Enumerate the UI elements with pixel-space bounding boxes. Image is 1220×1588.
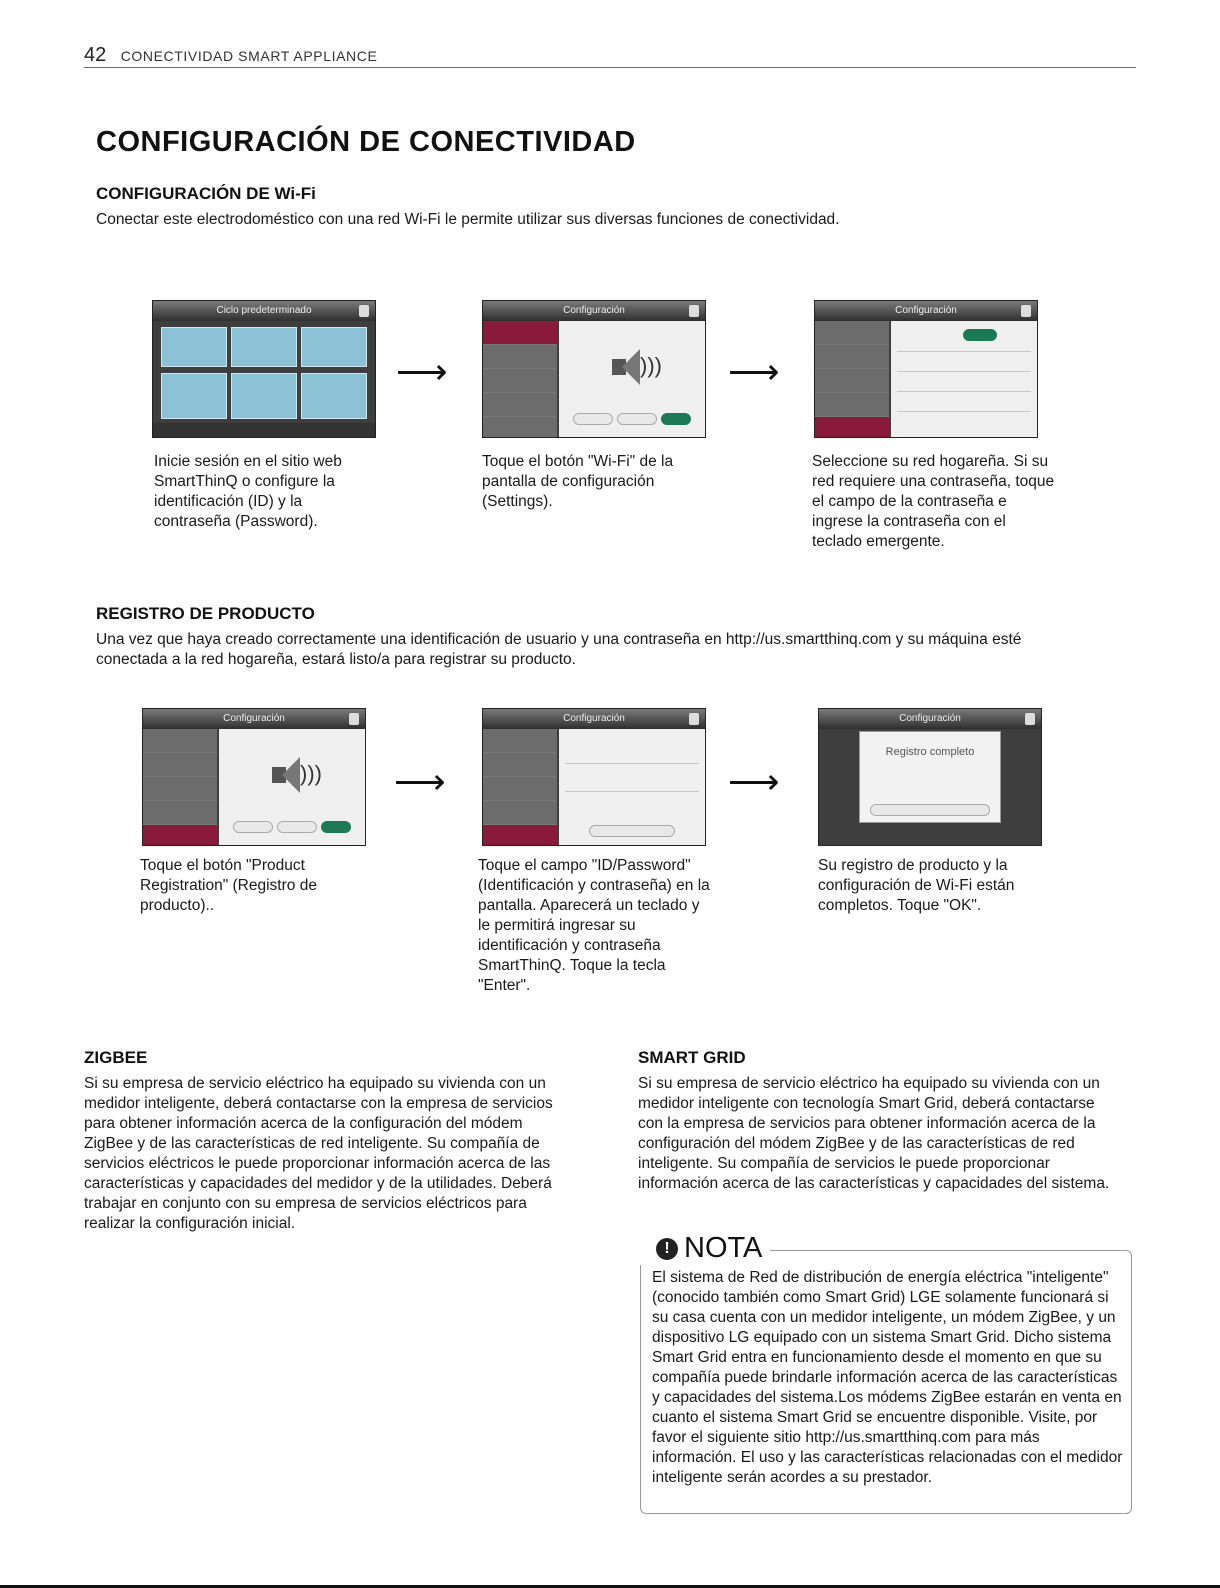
screen-title: Configuración <box>895 305 957 316</box>
sidebar-item <box>815 393 889 417</box>
registro-step3-caption: Su registro de producto y la configuración de Wi-Fi están completos. Toque "OK". <box>818 857 1015 914</box>
speaker-icon: ))) <box>612 349 652 385</box>
zigbee-body: Si su empresa de servicio eléctrico ha equipado su vivienda con un medidor inteligente, deberá contactarse con la empresa de servicios para obtener información acerca de la configuración del módem ZigBee y de las características de red inteligente. Su compañía de servicios eléctricos le puede proporcionar información acerca de las características y capacidades del medidor y de la utilidades. Deberá trabajar en conjunto con su empresa de servicios eléctricos para realizar la configuración inicial. <box>84 1075 553 1232</box>
sidebar-item <box>483 417 557 438</box>
screen-topbar <box>815 301 1037 321</box>
wifi-intro: Conectar este electrodoméstico con una red Wi-Fi le permite utilizar sus diversas funciones de conectividad. <box>96 211 840 228</box>
nota-header <box>640 1232 770 1265</box>
settings-sidebar <box>483 729 557 845</box>
page-header <box>84 44 1136 68</box>
wifi-step3-screenshot <box>814 300 1038 438</box>
sidebar-item <box>483 777 557 801</box>
sidebar-item <box>815 369 889 393</box>
settings-panel <box>559 321 705 437</box>
screen-title: Configuración <box>223 713 285 724</box>
settings-sidebar <box>143 729 217 845</box>
right-arrow-icon: ⟶ <box>728 761 780 802</box>
settings-panel <box>219 729 365 845</box>
screen-title: Configuración <box>563 713 625 724</box>
password-field-line <box>565 791 699 792</box>
toggle-pill <box>321 821 351 833</box>
right-arrow-icon: ⟶ <box>396 351 448 392</box>
sidebar-item <box>483 369 557 393</box>
page-number: 42 <box>84 44 107 66</box>
wifi-step3-caption: Seleccione su red hogareña. Si su red requiere una contraseña, toque el campo de la contraseña e ingrese la contraseña con el teclado emergente. <box>812 453 1055 550</box>
login-panel <box>559 729 705 845</box>
divider <box>897 391 1031 392</box>
wifi-step1-screenshot <box>152 300 376 438</box>
registro-section-title: REGISTRO DE PRODUCTO <box>96 604 315 623</box>
registro-step1-caption: Toque el botón "Product Registration" (Registro de producto).. <box>140 857 317 914</box>
header-title: CONECTIVIDAD SMART APPLIANCE <box>120 48 378 64</box>
menu-icon <box>689 305 699 317</box>
divider <box>897 371 1031 372</box>
sidebar-item <box>815 417 889 438</box>
page-title: CONFIGURACIÓN DE CONECTIVIDAD <box>96 126 636 158</box>
menu-icon <box>359 305 369 317</box>
wifi-step2-caption: Toque el botón "Wi-Fi" de la pantalla de configuración (Settings). <box>482 453 674 510</box>
registro-step3-screenshot <box>818 708 1042 846</box>
toggle-pill <box>617 413 657 425</box>
dialog-title: Registro completo <box>885 746 975 758</box>
registro-intro: Una vez que haya creado correctamente una identificación de usuario y una contraseña en http://us.smartthinq.com y su máquina esté conectada a la red hogareña, estará listo/a para registrar su producto. <box>96 631 1022 668</box>
divider <box>897 351 1031 352</box>
sidebar-item <box>815 345 889 369</box>
sidebar-item <box>143 801 217 825</box>
screen-topbar <box>483 709 705 729</box>
zigbee-section-title: ZIGBEE <box>84 1048 148 1067</box>
cycle-tile <box>231 373 297 419</box>
screen-topbar <box>819 709 1041 729</box>
ok-pill <box>589 825 675 837</box>
registro-completo-dialog <box>859 731 1001 823</box>
menu-icon <box>1021 305 1031 317</box>
right-arrow-icon: ⟶ <box>394 761 446 802</box>
screen-bottombar <box>153 423 375 437</box>
nota-title: NOTA <box>684 1232 763 1264</box>
sidebar-item <box>483 729 557 753</box>
registro-step2-screenshot <box>482 708 706 846</box>
sidebar-item <box>815 321 889 345</box>
cycle-tile <box>301 327 367 367</box>
sidebar-item <box>143 777 217 801</box>
id-field-line <box>565 763 699 764</box>
smartgrid-section-title: SMART GRID <box>638 1048 746 1067</box>
cycle-tile <box>301 373 367 419</box>
menu-icon <box>689 713 699 725</box>
wifi-step2-screenshot <box>482 300 706 438</box>
screen-title: Configuración <box>563 305 625 316</box>
sidebar-item <box>483 393 557 417</box>
cycle-tile <box>231 327 297 367</box>
right-arrow-icon: ⟶ <box>728 351 780 392</box>
nota-body: El sistema de Red de distribución de energía eléctrica "inteligente" (conocido también como Smart Grid) LGE solamente funcionará si su casa cuenta con un medidor inteligente, un módem ZigBee, y un dispositivo LG equipado con un sistema Smart Grid. Dicho sistema Smart Grid entra en funcionamiento desde el momento en que su compañía puede brindarle información acerca de las características y capacidades del sistema.Los módems ZigBee estarán en venta en cuanto el sistema Smart Grid se encuentre disponible. Visite, por favor el siguiente sitio http://us.smartthinq.com para más información. El uso y las características relacionadas con el medidor inteligente serán acordes a su prestador. <box>652 1269 1123 1486</box>
ok-pill <box>870 804 990 816</box>
screen-title: Ciclo predeterminado <box>216 305 312 316</box>
registro-step2-caption: Toque el campo "ID/Password" (Identificación y contraseña) en la pantalla. Aparecerá un teclado y le permitirá ingresar su identificación y contraseña SmartThinQ. Toque la tecla "Enter". <box>478 857 710 994</box>
wifi-section-title: CONFIGURACIÓN DE Wi-Fi <box>96 184 316 203</box>
sidebar-item <box>483 801 557 825</box>
cycle-tile <box>161 373 227 419</box>
sidebar-item <box>483 825 557 846</box>
divider <box>897 411 1031 412</box>
speaker-icon: ))) <box>272 757 312 793</box>
wifi-list-panel <box>891 321 1037 437</box>
toggle-pill <box>573 413 613 425</box>
sidebar-item <box>143 825 217 846</box>
sidebar-item <box>483 321 557 345</box>
screen-topbar <box>143 709 365 729</box>
screen-topbar <box>153 301 375 321</box>
toggle-pill <box>277 821 317 833</box>
toggle-pill <box>963 329 997 341</box>
menu-icon <box>349 713 359 725</box>
info-icon: ! <box>656 1238 678 1260</box>
smartgrid-body: Si su empresa de servicio eléctrico ha equipado su vivienda con un medidor inteligente con tecnología Smart Grid, deberá contactarse con la empresa de servicios para obtener información acerca de la configuración del módem ZigBee y de las características de red inteligente. Su compañía de servicios le puede proporcionar información acerca de las características y capacidades del sistema. <box>638 1075 1110 1192</box>
toggle-pill <box>233 821 273 833</box>
settings-sidebar <box>815 321 889 437</box>
screen-topbar <box>483 301 705 321</box>
sidebar-item <box>143 753 217 777</box>
screen-title: Configuración <box>899 713 961 724</box>
sidebar-item <box>143 729 217 753</box>
sidebar-item <box>483 345 557 369</box>
menu-icon <box>1025 713 1035 725</box>
wifi-step1-caption: Inicie sesión en el sitio web SmartThinQ o configure la identificación (ID) y la contraseña (Password). <box>154 453 342 530</box>
registro-step1-screenshot <box>142 708 366 846</box>
cycle-tile <box>161 327 227 367</box>
toggle-pill <box>661 413 691 425</box>
sidebar-item <box>483 753 557 777</box>
settings-sidebar <box>483 321 557 437</box>
